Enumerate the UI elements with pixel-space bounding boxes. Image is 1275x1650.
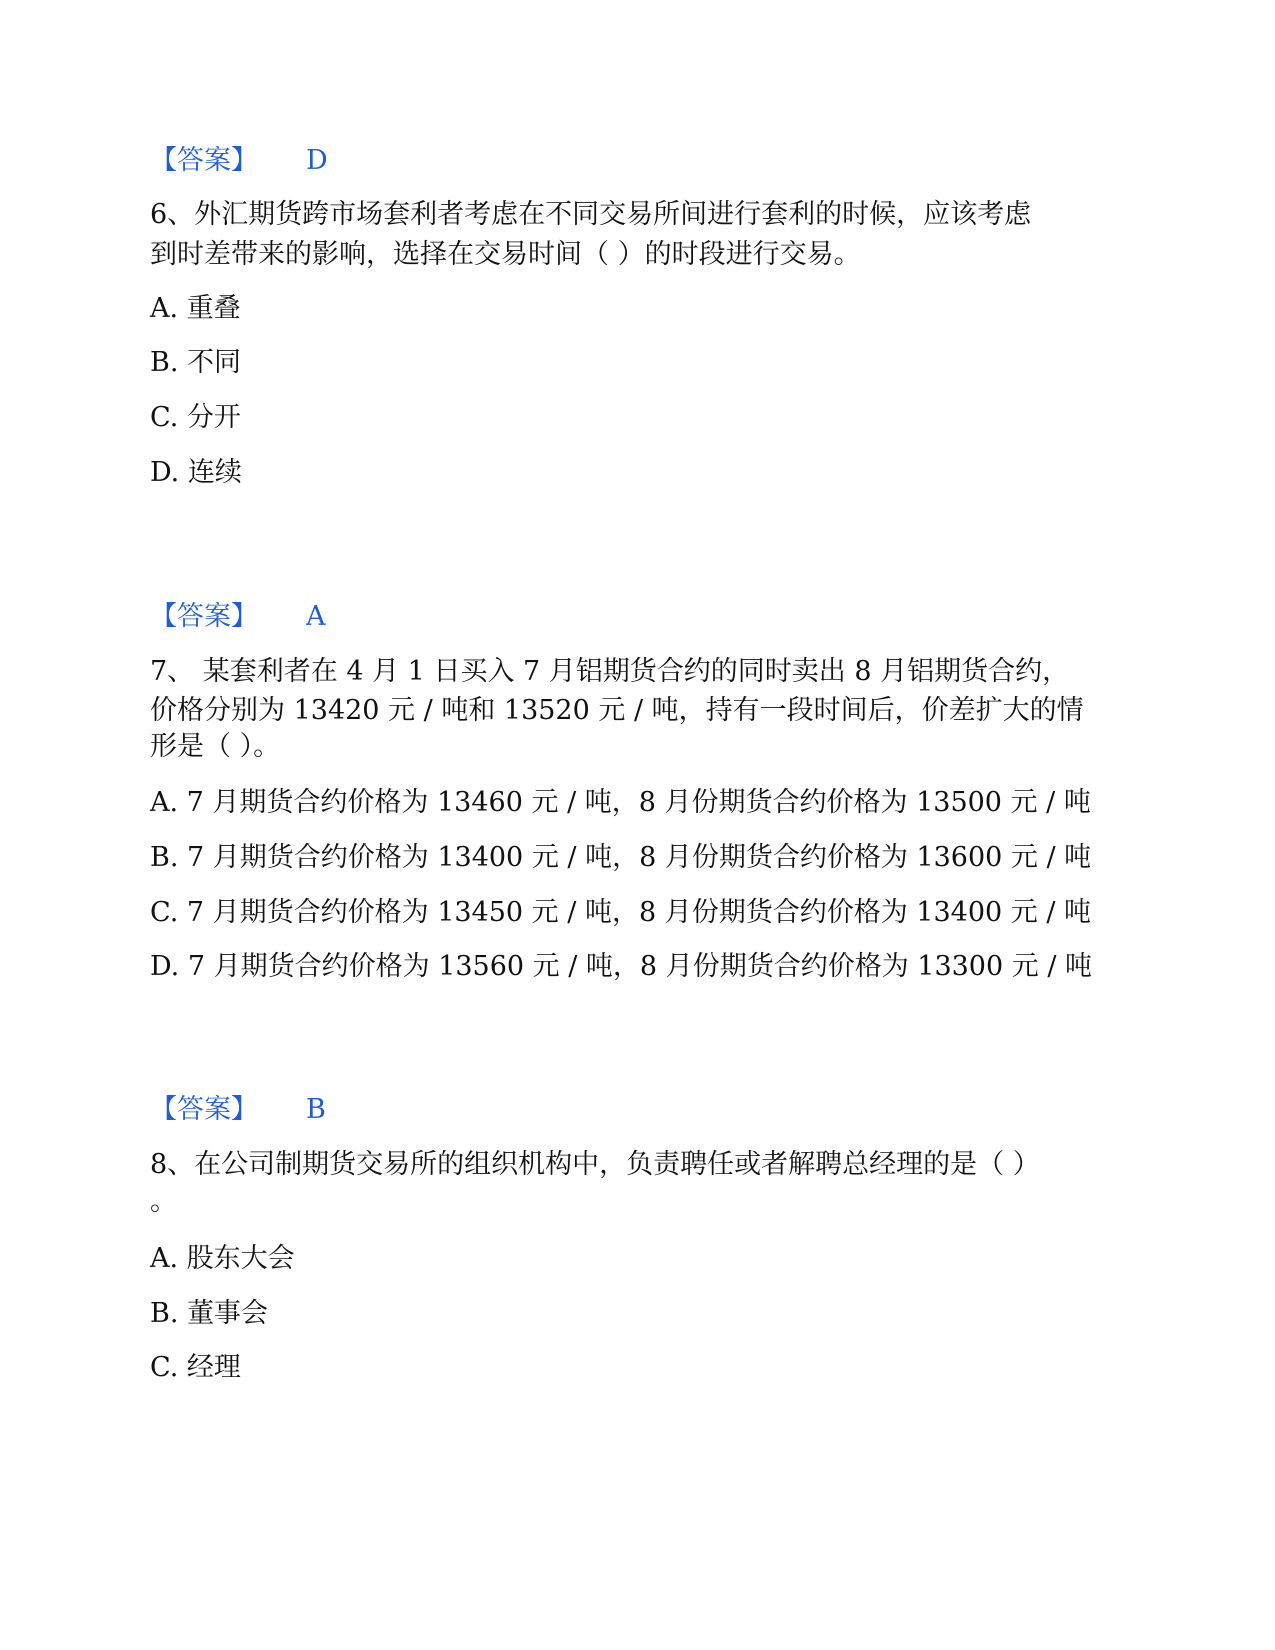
question-8-option-c: C. 经理	[150, 1352, 241, 1383]
question-7-line-2: 价格分别为 13420 元 / 吨和 13520 元 / 吨，持有一段时间后，价差扩大的情	[150, 695, 1084, 726]
question-8-option-a: A. 股东大会	[150, 1243, 295, 1274]
question-7-line-3: 形是（ ）。	[150, 731, 281, 762]
answer-value: B	[306, 1094, 326, 1125]
question-7-option-c: C. 7 月期货合约价格为 13450 元 / 吨，8 月份期货合约价格为 13400 元 / 吨	[150, 897, 1092, 928]
answer-line	[150, 144, 328, 178]
answer-line	[150, 600, 326, 634]
answer-value: A	[306, 601, 326, 632]
answer-value: D	[306, 145, 328, 176]
question-7-line-1: 7、 某套利者在 4 月 1 日买入 7 月铝期货合约的同时卖出 8 月铝期货合约，	[150, 656, 1070, 687]
question-7-option-b: B. 7 月期货合约价格为 13400 元 / 吨，8 月份期货合约价格为 13600 元 / 吨	[150, 842, 1092, 873]
question-6-line-2: 到时差带来的影响，选择在交易时间（ ）的时段进行交易。	[150, 239, 861, 270]
question-6-option-a: A. 重叠	[150, 293, 241, 324]
answer-label: 【答案】	[150, 601, 258, 632]
question-6-option-d: D. 连续	[150, 457, 242, 488]
question-8-line-1: 8、在公司制期货交易所的组织机构中，负责聘任或者解聘总经理的是（ ）	[150, 1149, 1040, 1180]
question-6-line-1: 6、外汇期货跨市场套利者考虑在不同交易所间进行套利的时候，应该考虑	[150, 199, 1032, 230]
question-8-option-b: B. 董事会	[150, 1298, 269, 1329]
question-6-option-c: C. 分开	[150, 402, 241, 433]
answer-label: 【答案】	[150, 1094, 258, 1125]
answer-line	[150, 1093, 326, 1127]
question-7-option-d: D. 7 月期货合约价格为 13560 元 / 吨，8 月份期货合约价格为 13300 元 / 吨	[150, 951, 1093, 982]
answer-label: 【答案】	[150, 145, 258, 176]
question-8-line-2: 。	[150, 1186, 177, 1217]
question-6-option-b: B. 不同	[150, 347, 242, 378]
question-7-option-a: A. 7 月期货合约价格为 13460 元 / 吨，8 月份期货合约价格为 13500 元 / 吨	[150, 787, 1091, 818]
